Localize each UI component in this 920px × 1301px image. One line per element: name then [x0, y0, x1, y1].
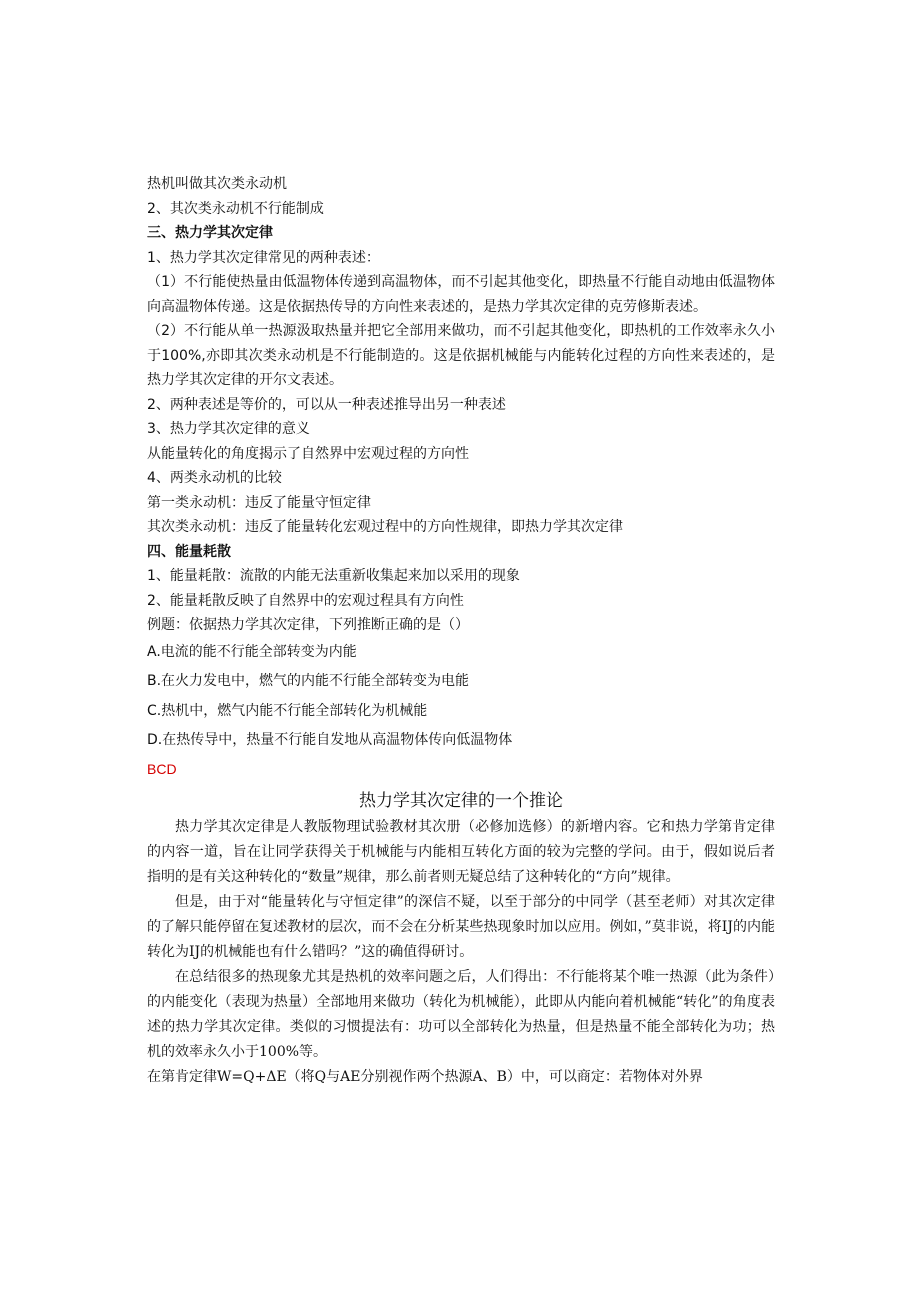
paragraph: （1）不行能使热量由低温物体传递到高温物体，而不引起其他变化，即热量不行能自动地由低温物体向高温物体传递。这是依据热传导的方向性来表述的，是热力学其次定律的克劳修斯表述。 [147, 274, 775, 315]
document-page [147, 172, 775, 1090]
example-question: 例题：依据热力学其次定律，下列推断正确的是（） [147, 617, 469, 633]
text-line: 2、能量耗散反映了自然界中的宏观过程具有方向性 [147, 592, 464, 609]
article-paragraph: 热力学其次定律是人教版物理试验教材其次册（必修加选修）的新增内容。它和热力学第肯定律的内容一道，旨在让同学获得关于机械能与内能相互转化方面的较为完整的学问。由于，假如说后者指明的是有关这种转化的“数量”规律，那么前者则无疑总结了这种转化的“方向”规律。 [147, 818, 775, 885]
text-line: 2、其次类永动机不行能制成 [147, 200, 324, 217]
article-title: 热力学其次定律的一个推论 [359, 790, 563, 811]
text-line: 热机叫做其次类永动机 [147, 176, 287, 192]
article-paragraph: 在总结很多的热现象尤其是热机的效率问题之后，人们得出：不行能将某个唯一热源（此为条件）的内能变化（表现为热量）全部地用来做功（转化为机械能），此即从内能向着机械能“转化”的角度表述的热力学其次定律。类似的习惯提法有：功可以全部转化为热量，但是热量不能全部转化为功；热机的效率永久小于100%等。 [147, 968, 775, 1060]
text-line: 1、能量耗散：流散的内能无法重新收集起来加以采用的现象 [147, 568, 520, 584]
text-line: 3、热力学其次定律的意义 [147, 421, 310, 437]
option-b: B.在火力发电中，燃气的内能不行能全部转变为电能 [147, 673, 470, 689]
text-line: 1、热力学其次定律常见的两种表述： [147, 249, 380, 266]
text-line: 4、两类永动机的比较 [147, 470, 282, 486]
section-heading: 四、能量耗散 [147, 543, 231, 560]
option-a: A.电流的能不行能全部转变为内能 [147, 643, 357, 660]
text-line: 其次类永动机：违反了能量转化宏观过程中的方向性规律，即热力学其次定律 [147, 519, 623, 535]
article-last-line: 在第肯定律W=Q+ΔE（将Q与AE分别视作两个热源A、B）中，可以商定：若物体对外界 [147, 1068, 703, 1085]
article-paragraph: 但是，由于对“能量转化与守恒定律”的深信不疑，以至于部分的中同学（甚至老师）对其次定律的了解只能停留在复述教材的层次，而不会在分析某些热现象时加以应用。例如，”莫非说，将IJ的内能转化为IJ的机械能也有什么错吗？”这的确值得研讨。 [147, 893, 775, 960]
section-heading: 三、热力学其次定律 [147, 225, 273, 241]
text-line: 从能量转化的角度揭示了自然界中宏观过程的方向性 [147, 445, 469, 462]
text-line: 第一类永动机：违反了能量守恒定律 [147, 494, 371, 511]
paragraph: （2）不行能从单一热源汲取热量并把它全部用来做功，而不引起其他变化，即热机的工作效率永久小于100%,亦即其次类永动机是不行能制造的。这是依据机械能与内能转化过程的方向性来表述的，是热力学其次定律的开尔文表述。 [147, 323, 775, 388]
option-d: D.在热传导中，热量不行能自发地从高温物体传向低温物体 [147, 732, 513, 748]
option-c: C.热机中，燃气内能不行能全部转化为机械能 [147, 702, 428, 719]
text-line: 2、两种表述是等价的，可以从一种表述推导出另一种表述 [147, 396, 506, 413]
answer-text: BCD [147, 760, 177, 777]
